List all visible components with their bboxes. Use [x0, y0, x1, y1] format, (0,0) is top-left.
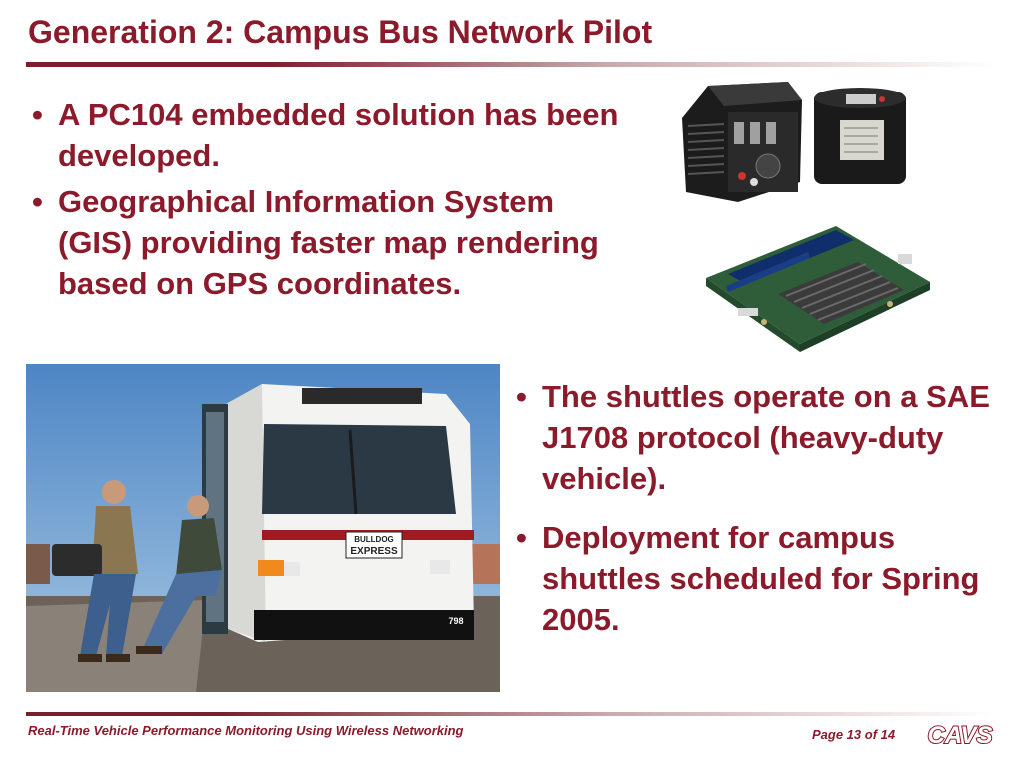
- bus-number: 798: [448, 616, 464, 626]
- messenger-bag: [52, 544, 102, 576]
- pc104-hardware-photo: [668, 78, 1004, 360]
- bullet-item: [28, 94, 628, 176]
- bullet-text: A PC104 embedded solution has been developed.: [58, 97, 619, 173]
- embedded-enclosure-right: [814, 88, 906, 184]
- bullet-text: The shuttles operate on a SAE J1708 protocol (heavy-duty vehicle).: [542, 379, 990, 496]
- bumper: [254, 610, 474, 640]
- bullet-item: [512, 376, 1012, 499]
- bullet-dot: •: [32, 97, 43, 132]
- footer-divider: [26, 712, 996, 716]
- cavs-logo-text: CAVS: [927, 722, 993, 749]
- pc104-board: [706, 226, 930, 352]
- bullet-text: Geographical Information System (GIS) providing faster map rendering based on GPS coordinates.: [58, 184, 599, 301]
- headlight-right: [430, 560, 450, 574]
- embedded-enclosure-left: [682, 82, 802, 202]
- headlight-left: [258, 560, 284, 576]
- bus: [202, 384, 474, 642]
- slide-title: Generation 2: Campus Bus Network Pilot: [28, 14, 653, 50]
- right-bullet-list: [512, 376, 1012, 658]
- destination-sign: [302, 388, 422, 404]
- windshield: [262, 424, 456, 514]
- bullet-item: [28, 181, 628, 304]
- campus-shuttle-photo: [26, 364, 500, 692]
- bullet-dot: •: [516, 379, 527, 414]
- title-divider: [26, 62, 996, 67]
- bus-sign-line2: EXPRESS: [350, 546, 398, 557]
- bullet-dot: •: [32, 184, 43, 219]
- page-number: Page 13 of 14: [812, 727, 896, 742]
- footer-presentation-title: Real-Time Vehicle Performance Monitoring Using Wireless Networking: [28, 723, 464, 738]
- bullet-item: [512, 517, 1012, 640]
- bullet-text: Deployment for campus shuttles scheduled for Spring 2005.: [542, 520, 980, 637]
- top-bullet-list: [28, 94, 628, 309]
- bus-sign-line1: BULLDOG: [354, 535, 394, 544]
- cavs-logo: [918, 720, 1002, 750]
- bullet-dot: •: [516, 520, 527, 555]
